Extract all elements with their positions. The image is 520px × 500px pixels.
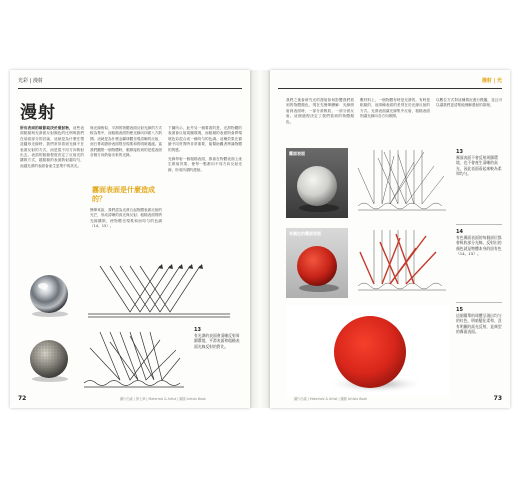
rough-sphere-image (24, 335, 74, 385)
caption-number: 14 (456, 229, 463, 235)
left-header: 光彩 | 漫射 (18, 78, 43, 84)
page-footer: 圖片出處 | 第七章 | Materials & Artist | 圖版 Artists Book (120, 397, 206, 401)
column-text: 與光線相似，平滑的物體表面反射光線的方式較為集中，而粗糙表面則使光線向四面八方散開。這就是為什麼金屬球體呈現清晰的反射，而石膏或磨砂表面則呈現柔和的明暗過渡。當我們觀察一個物體時，眼睛接收到的是從表面各個方向散射出來的光線。 (90, 126, 162, 158)
lead-paragraph: 所有表面的暗影取決於照射物， (20, 126, 73, 130)
right-column-2 (360, 98, 430, 120)
red-sphere-photo (286, 306, 450, 396)
page-number: 72 (18, 395, 27, 402)
left-column-2b (90, 208, 162, 230)
right-column-3 (436, 98, 502, 109)
page-number: 73 (493, 395, 502, 402)
caption-divider (456, 302, 502, 303)
caption-14 (456, 230, 502, 256)
left-page (10, 70, 250, 408)
photo-label: 有顏色的霧面表面 (289, 231, 321, 236)
column-text: 這些表面粗糙與光滑面反射顏色的比例與我們在前面部分的討論，這就是為什麼在塑造圓形光線時，我們常常看到光線不在表面反射的方式，而是從不同方向散射出去。表面的粗糙程度決定了反射光的擴散方式，越粗糙的表面散射越均勻，而越光滑的表面會產生更集中的高光。 (20, 126, 85, 168)
caption-text: 這個簡單的球體呈現出均勻的紅色，明暗變化柔和，沒有明顯的高光反射，是典型的霧面表面。 (456, 313, 502, 334)
column-text: 我們之後會研究光的漫射如何影響我們看到的物體顏色，現在先簡單瞭解：光線照射到表面時，一部分被吸收，一部分被反射。這個過程決定了我們看到的物體顏色。 (286, 98, 354, 124)
caption-text: 有色霧面表面的每個部位都會吸收部分光線，反射出的顏色就是物體本身的固有色（14、15）。 (456, 235, 502, 256)
caption-divider (456, 224, 502, 225)
left-column-1 (20, 126, 84, 169)
caption-number: 15 (456, 307, 463, 313)
left-column-2 (90, 126, 162, 158)
smooth-reflection-diagram (80, 262, 240, 320)
caption-15 (456, 308, 502, 334)
column-text: 以數位方式對這種情況進行模擬，並且可以讓我們更清楚地理解漫射的原理。 (436, 98, 502, 108)
rough-reflection-diagram (80, 328, 190, 390)
left-header-rule (18, 88, 242, 89)
right-column-1 (286, 98, 354, 125)
red-matte-sphere-photo (286, 228, 348, 298)
page-title: 漫射 (20, 103, 56, 123)
section-marker: 漫射 | 光 (481, 78, 502, 84)
photo-label: 霧面表面 (289, 151, 305, 156)
page-footer: 圖片出處 | Materials & Artist | 圖版 Artists Book (294, 397, 368, 401)
caption-text: 霧面表面不會反射周圍環境，也不會產生清晰的高光，因此表面看起來較為柔和均勻。 (456, 155, 502, 176)
caption-13 (456, 150, 502, 176)
colored-scatter-diagram (354, 228, 450, 294)
column-text: 光線每射一個粗糙表面，都會在物體表面上產生散射效果，使每一點都向不同方向反射光線，形成所謂的漫射。 (168, 157, 242, 172)
callout-question: 霧面表面是什麼造成的？ (92, 186, 155, 203)
figure-caption (194, 328, 242, 349)
caption-number: 13 (456, 149, 463, 155)
right-page (270, 70, 510, 408)
column-text: 下圖所示，此外另一個要看的是，光滑物體的表面會反射周圍環境，而粗糙的表面則會將環境色彩混合成一種均勻的色調。這種效果在描繪不同材質時非常重要，能幫助觀者辨識物體的質感。 (168, 126, 242, 152)
chrome-sphere-image (24, 270, 74, 320)
book-gutter (250, 70, 270, 408)
left-column-3 (168, 126, 242, 173)
caption-number: 13 (194, 327, 201, 333)
white-matte-sphere-photo (286, 148, 348, 218)
right-header-rule (278, 88, 502, 89)
column-text: 數材料上，一個物體有時是光滑的，有時是粗糙的，這兩種表面的差別在於光線反射的方式。光滑表面讓光線集中反射，粗糙表面則讓光線向各方向散開。 (360, 98, 430, 119)
matte-scatter-diagram (354, 148, 450, 214)
caption-text: 有光澤的表面會清晰反射周圍環境，平滑表面和粗糙表面光線反射的對比。 (194, 333, 240, 349)
column-text: 簡單來說，我們認為光滑凸起物體表面反射的光芒，形成清晰的高光與反射；粗糙表面則將光線擴散，使物體呈現柔和而均勻的色調（14、15）。 (90, 208, 162, 229)
